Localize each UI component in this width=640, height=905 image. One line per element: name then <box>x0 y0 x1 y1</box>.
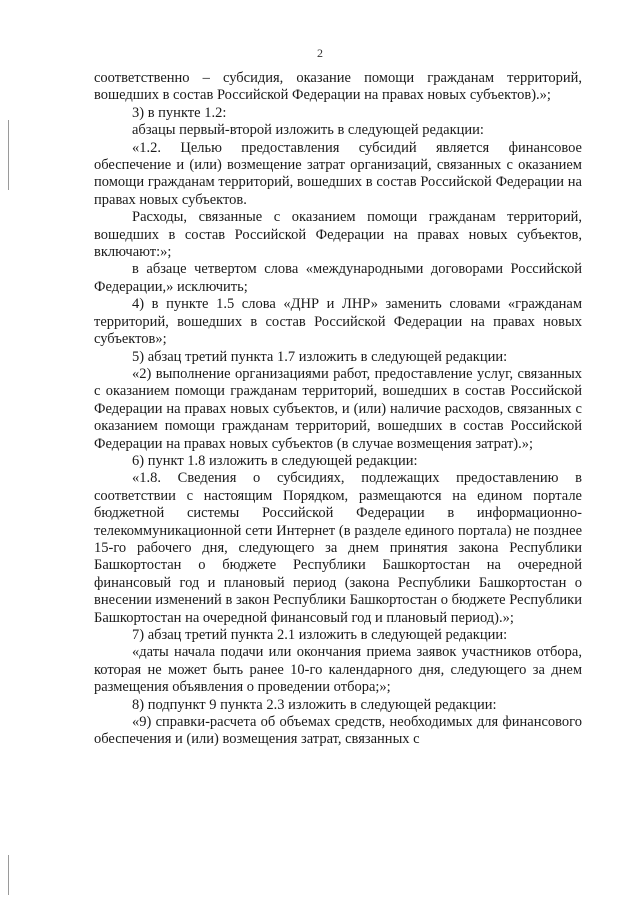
scan-edge-mark <box>8 120 9 190</box>
paragraph: соответственно – субсидия, оказание помощи гражданам территорий, вошедших в состав Российской Федерации на правах новых субъектов).»; <box>94 70 582 104</box>
paragraph: 5) абзац третий пункта 1.7 изложить в следующей редакции: <box>132 348 508 365</box>
paragraph: 4) в пункте 1.5 слова «ДНР и ЛНР» заменить словами «гражданам территорий, вошедших в состав Российской Федерации на правах новых субъектов»; <box>94 296 582 348</box>
paragraph: «1.2. Целью предоставления субсидий является финансовое обеспечение и (или) возмещение затрат организаций, связанных с оказанием помощи гражданам территорий, вошедших в состав Российской Федерации на правах новых субъектов. <box>94 139 582 208</box>
paragraph: в абзаце четвертом слова «международными договорами Российской Федерации,» исключить; <box>94 261 582 295</box>
paragraph: «даты начала подачи или окончания приема заявок участников отбора, которая не может быть ранее 10-го календарного дня, следующего за днем размещения объявления о проведении отбора;»; <box>94 644 582 696</box>
paragraph: 7) абзац третий пункта 2.1 изложить в следующей редакции: <box>132 627 508 643</box>
paragraph: абзацы первый-второй изложить в следующей редакции: <box>132 122 484 139</box>
paragraph: 3) в пункте 1.2: <box>132 104 227 121</box>
paragraph: 6) пункт 1.8 изложить в следующей редакции: <box>132 452 418 469</box>
paragraph: 8) подпункт 9 пункта 2.3 изложить в следующей редакции: <box>132 696 497 713</box>
page-number: 2 <box>317 46 323 60</box>
scan-edge-mark <box>8 855 9 895</box>
paragraph: Расходы, связанные с оказанием помощи гражданам территорий, вошедших в состав Российской Федерации на правах новых субъектов, включают:»; <box>94 209 582 261</box>
paragraph: «9) справки-расчета об объемах средств, необходимых для финансового обеспечения и (или) возмещения затрат, связанных с <box>94 714 582 748</box>
paragraph: «1.8. Сведения о субсидиях, подлежащих предоставлению в соответствии с настоящим Порядком, размещаются на едином портале бюджетной системы Российской Федерации в информационно-телекоммуникационной сети Интернет (в разделе единого портала) не позднее 15-го рабочего дня, следующего за днем принятия закона Республики Башкортостан о бюджете Республики Башкортостан на очередной финансовый год и плановый период (закона Республики Башкортостан о внесении изменений в закон Республики Башкортостан о бюджете Республики Башкортостан на очередной финансовый год и плановый период).»; <box>94 470 582 626</box>
document-body <box>94 70 582 749</box>
paragraph: «2) выполнение организациями работ, предоставление услуг, связанных с оказанием помощи гражданам территорий, вошедших в состав Российской Федерации на правах новых субъектов, и (или) наличие расходов, связанных с оказанием помощи гражданам территорий, вошедших в состав Российской Федерации на правах новых субъектов (в случае возмещения затрат).»; <box>94 365 582 452</box>
